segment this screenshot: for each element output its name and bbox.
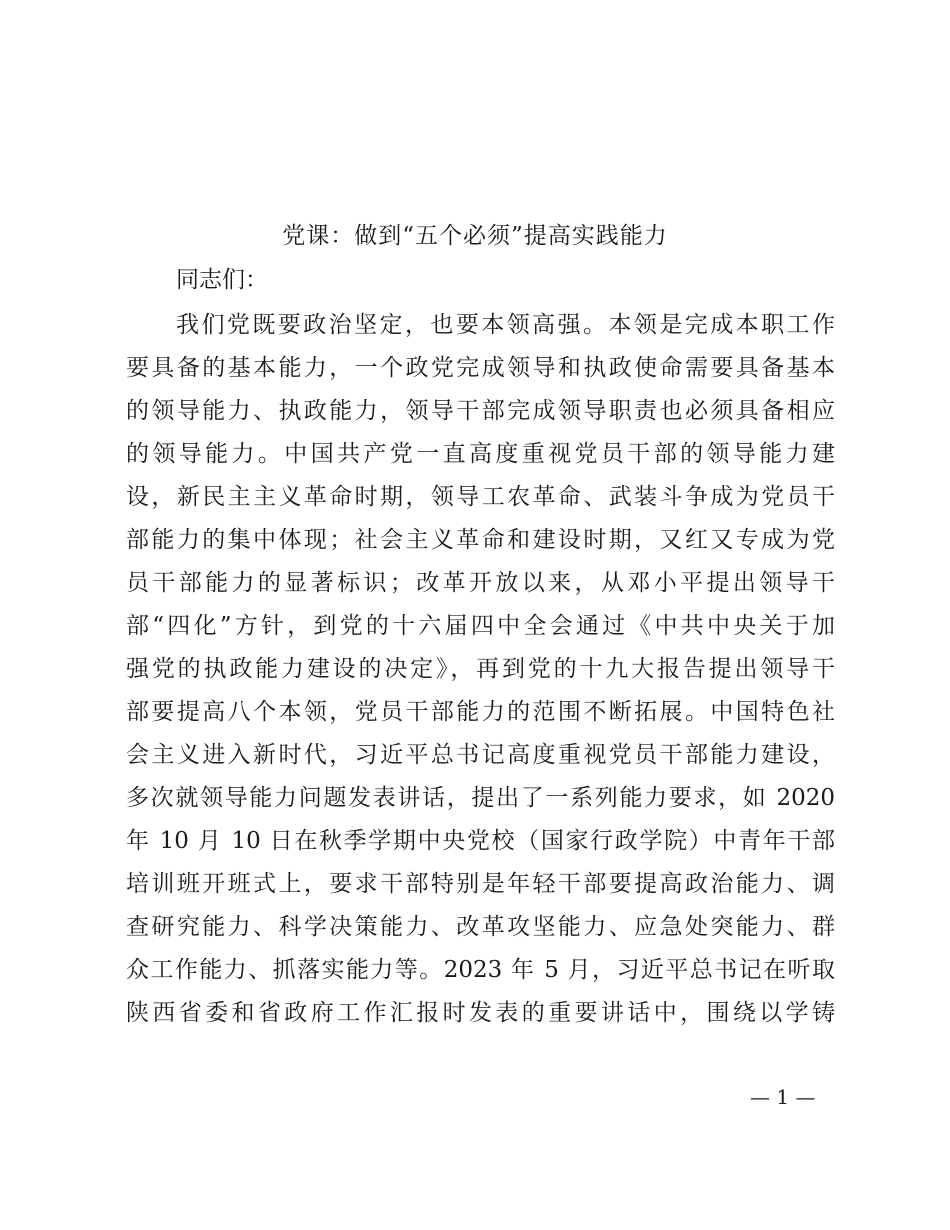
body-line: 陕西省委和省政府工作汇报时发表的重要讲话中，围绕以学铸	[126, 1000, 835, 1026]
document-title: 党课：做到“五个必须”提高实践能力	[282, 223, 668, 249]
body-line: 部要提高八个本领，党员干部能力的范围不断拓展。中国特色社	[126, 699, 835, 725]
body-line: 强党的执政能力建设的决定》，再到党的十九大报告提出领导干	[126, 656, 835, 682]
body-line: 培训班开班式上，要求干部特别是年轻干部要提高政治能力、调	[126, 871, 835, 897]
body-line: 多次就领导能力问题发表讲话，提出了一系列能力要求，如 2020	[126, 785, 835, 811]
body-line: 部能力的集中体现；社会主义革命和建设时期，又红又专成为党	[126, 527, 835, 553]
body-line: 部“四化”方针，到党的十六届四中全会通过《中共中央关于加	[126, 613, 835, 639]
body-line: 的领导能力。中国共产党一直高度重视党员干部的领导能力建	[126, 441, 835, 467]
body-line: 要具备的基本能力，一个政党完成领导和执政使命需要具备基本	[126, 355, 835, 381]
body-line: 我们党既要政治坚定，也要本领高强。本领是完成本职工作	[176, 312, 835, 338]
body-line: 会主义进入新时代，习近平总书记高度重视党员干部能力建设，	[126, 742, 835, 768]
page-number: — 1 —	[750, 1085, 816, 1109]
body-line: 的领导能力、执政能力，领导干部完成领导职责也必须具备相应	[126, 398, 835, 424]
greeting: 同志们：	[176, 267, 268, 293]
body-line: 年 10 月 10 日在秋季学期中央党校（国家行政学院）中青年干部	[126, 828, 835, 854]
body-line: 查研究能力、科学决策能力、改革攻坚能力、应急处突能力、群	[126, 914, 835, 940]
body-line: 员干部能力的显著标识；改革开放以来，从邓小平提出领导干	[126, 570, 835, 596]
body-line: 众工作能力、抓落实能力等。2023 年 5 月，习近平总书记在听取	[126, 957, 835, 983]
body-line: 设，新民主主义革命时期，领导工农革命、武装斗争成为党员干	[126, 484, 835, 510]
